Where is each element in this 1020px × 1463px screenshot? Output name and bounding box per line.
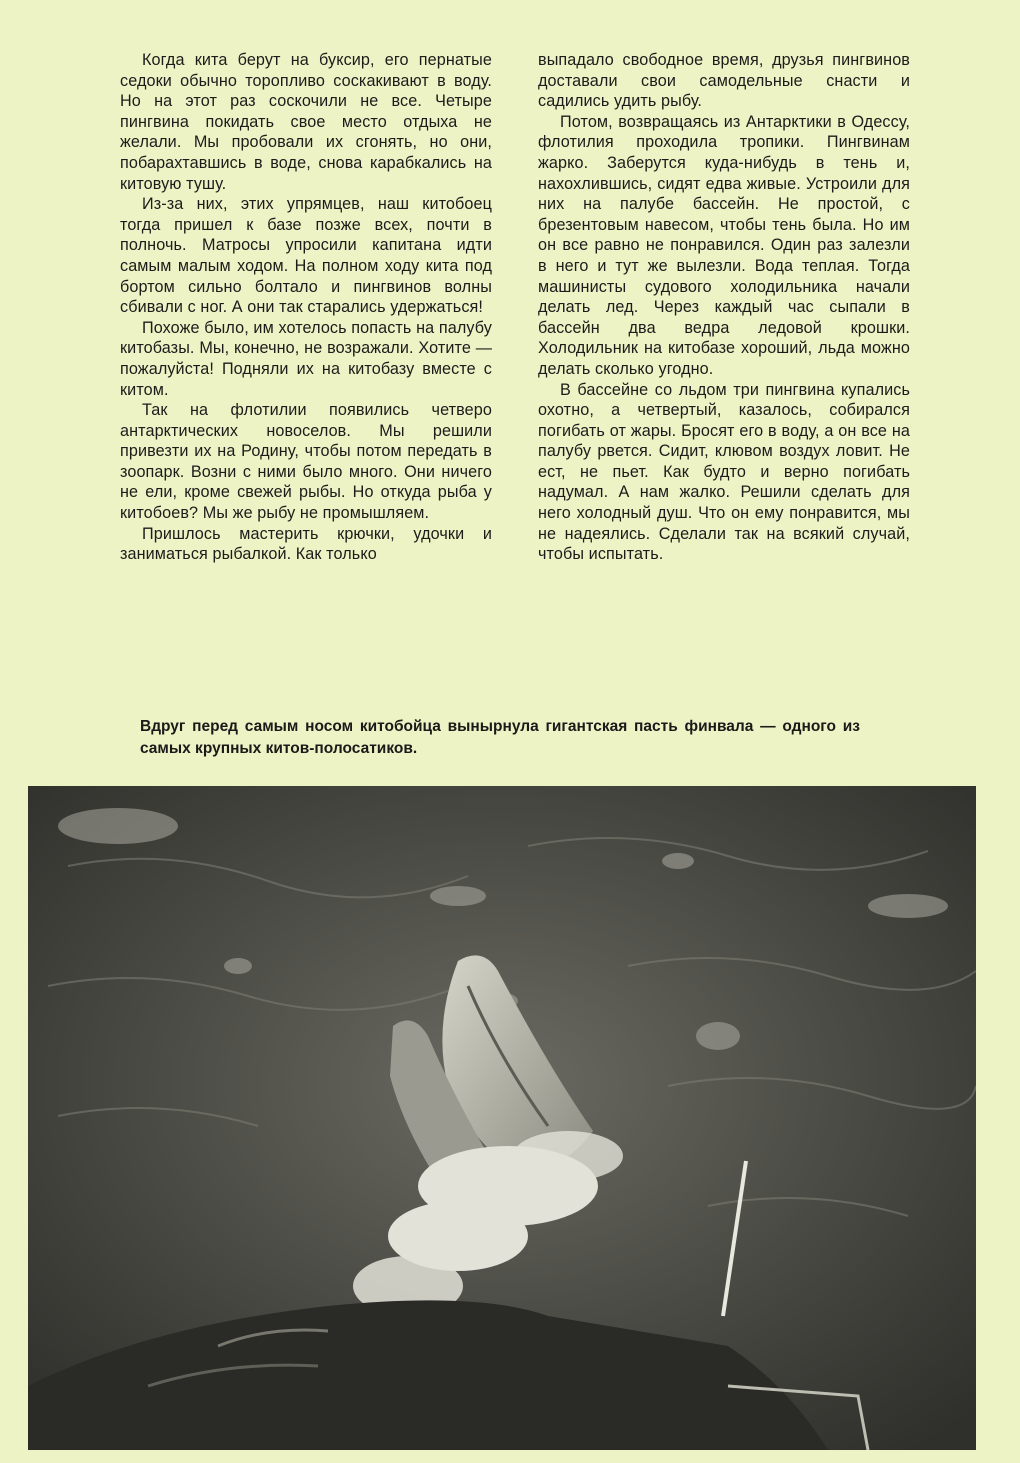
paragraph: выпадало свободное время, друзья пингвинов доставали свои самодельные снасти и садились удить рыбу. xyxy=(538,51,910,111)
paragraph: Пришлось мастерить крючки, удочки и заниматься рыбалкой. Как только xyxy=(120,524,492,564)
paragraph: Когда кита берут на буксир, его пернатые седоки обычно торопливо соскакивают в воду. Но на этот раз соскочили не все. Четыре пингвина покидать свое место отдыха не желали. Мы пробовали их сгонять, но они, побарахтавшись в воде, снова карабкались на китовую тушу. xyxy=(120,51,492,193)
article-text xyxy=(120,50,910,700)
paragraph: Из-за них, этих упрямцев, наш китобоец тогда пришел к базе позже всех, почти в полночь. Матросы упросили капитана идти самым малым ходом. На полном ходу кита под бортом сильно болтало и пингвинов волны сбивали с ног. А они так старались удержаться! xyxy=(120,195,492,317)
whale-photo xyxy=(28,786,976,1450)
paragraph: В бассейне со льдом три пингвина купались охотно, а четвертый, казалось, собирался погибать от жары. Бросят его в воду, а он все на палубу рвется. Сидит, клювом воздух ловит. Не ест, не пьет. Как будто и верно погибать надумал. А нам жалко. Решили сделать для него холодный душ. Что он ему понравится, мы не надеялись. Сделали так на всякий случай, чтобы испытать. xyxy=(538,380,910,564)
paragraph: Так на флотилии появились четверо антарктических новоселов. Мы решили привезти их на Родину, чтобы потом передать в зоопарк. Возни с ними было много. Они ничего не ели, кроме свежей рыбы. Но откуда рыба у китобоев? Мы же рыбу не промышляем. xyxy=(120,401,492,523)
text-column-left xyxy=(120,50,492,700)
paragraph: Похоже было, им хотелось попасть на палубу китобазы. Мы, конечно, не возражали. Хотите — пожалуйста! Подняли их на китобазу вместе с китом. xyxy=(120,318,492,399)
photo-caption: Вдруг перед самым носом китобойца вынырнула гигантская пасть финвала — одного из самых крупных китов-полосатиков. xyxy=(140,718,860,757)
text-column-right xyxy=(538,50,910,700)
whale-photo-illustration xyxy=(28,786,976,1450)
paragraph: Потом, возвращаясь из Антарктики в Одессу, флотилия проходила тропики. Пингвинам жарко. Заберутся куда-нибудь в тень и, нахохлившись, сидят едва живые. Устроили для них на палубе бассейн. Не простой, с брезентовым навесом, чтобы тень была. Но им он все равно не понравился. Один раз залезли в него и тут же вылезли. Вода теплая. Тогда машинисты судового холодильника начали делать лед. Через каждый час сыпали в бассейн два ведра ледовой крошки. Холодильник на китобазе хороший, льда можно делать сколько угодно. xyxy=(538,112,910,378)
